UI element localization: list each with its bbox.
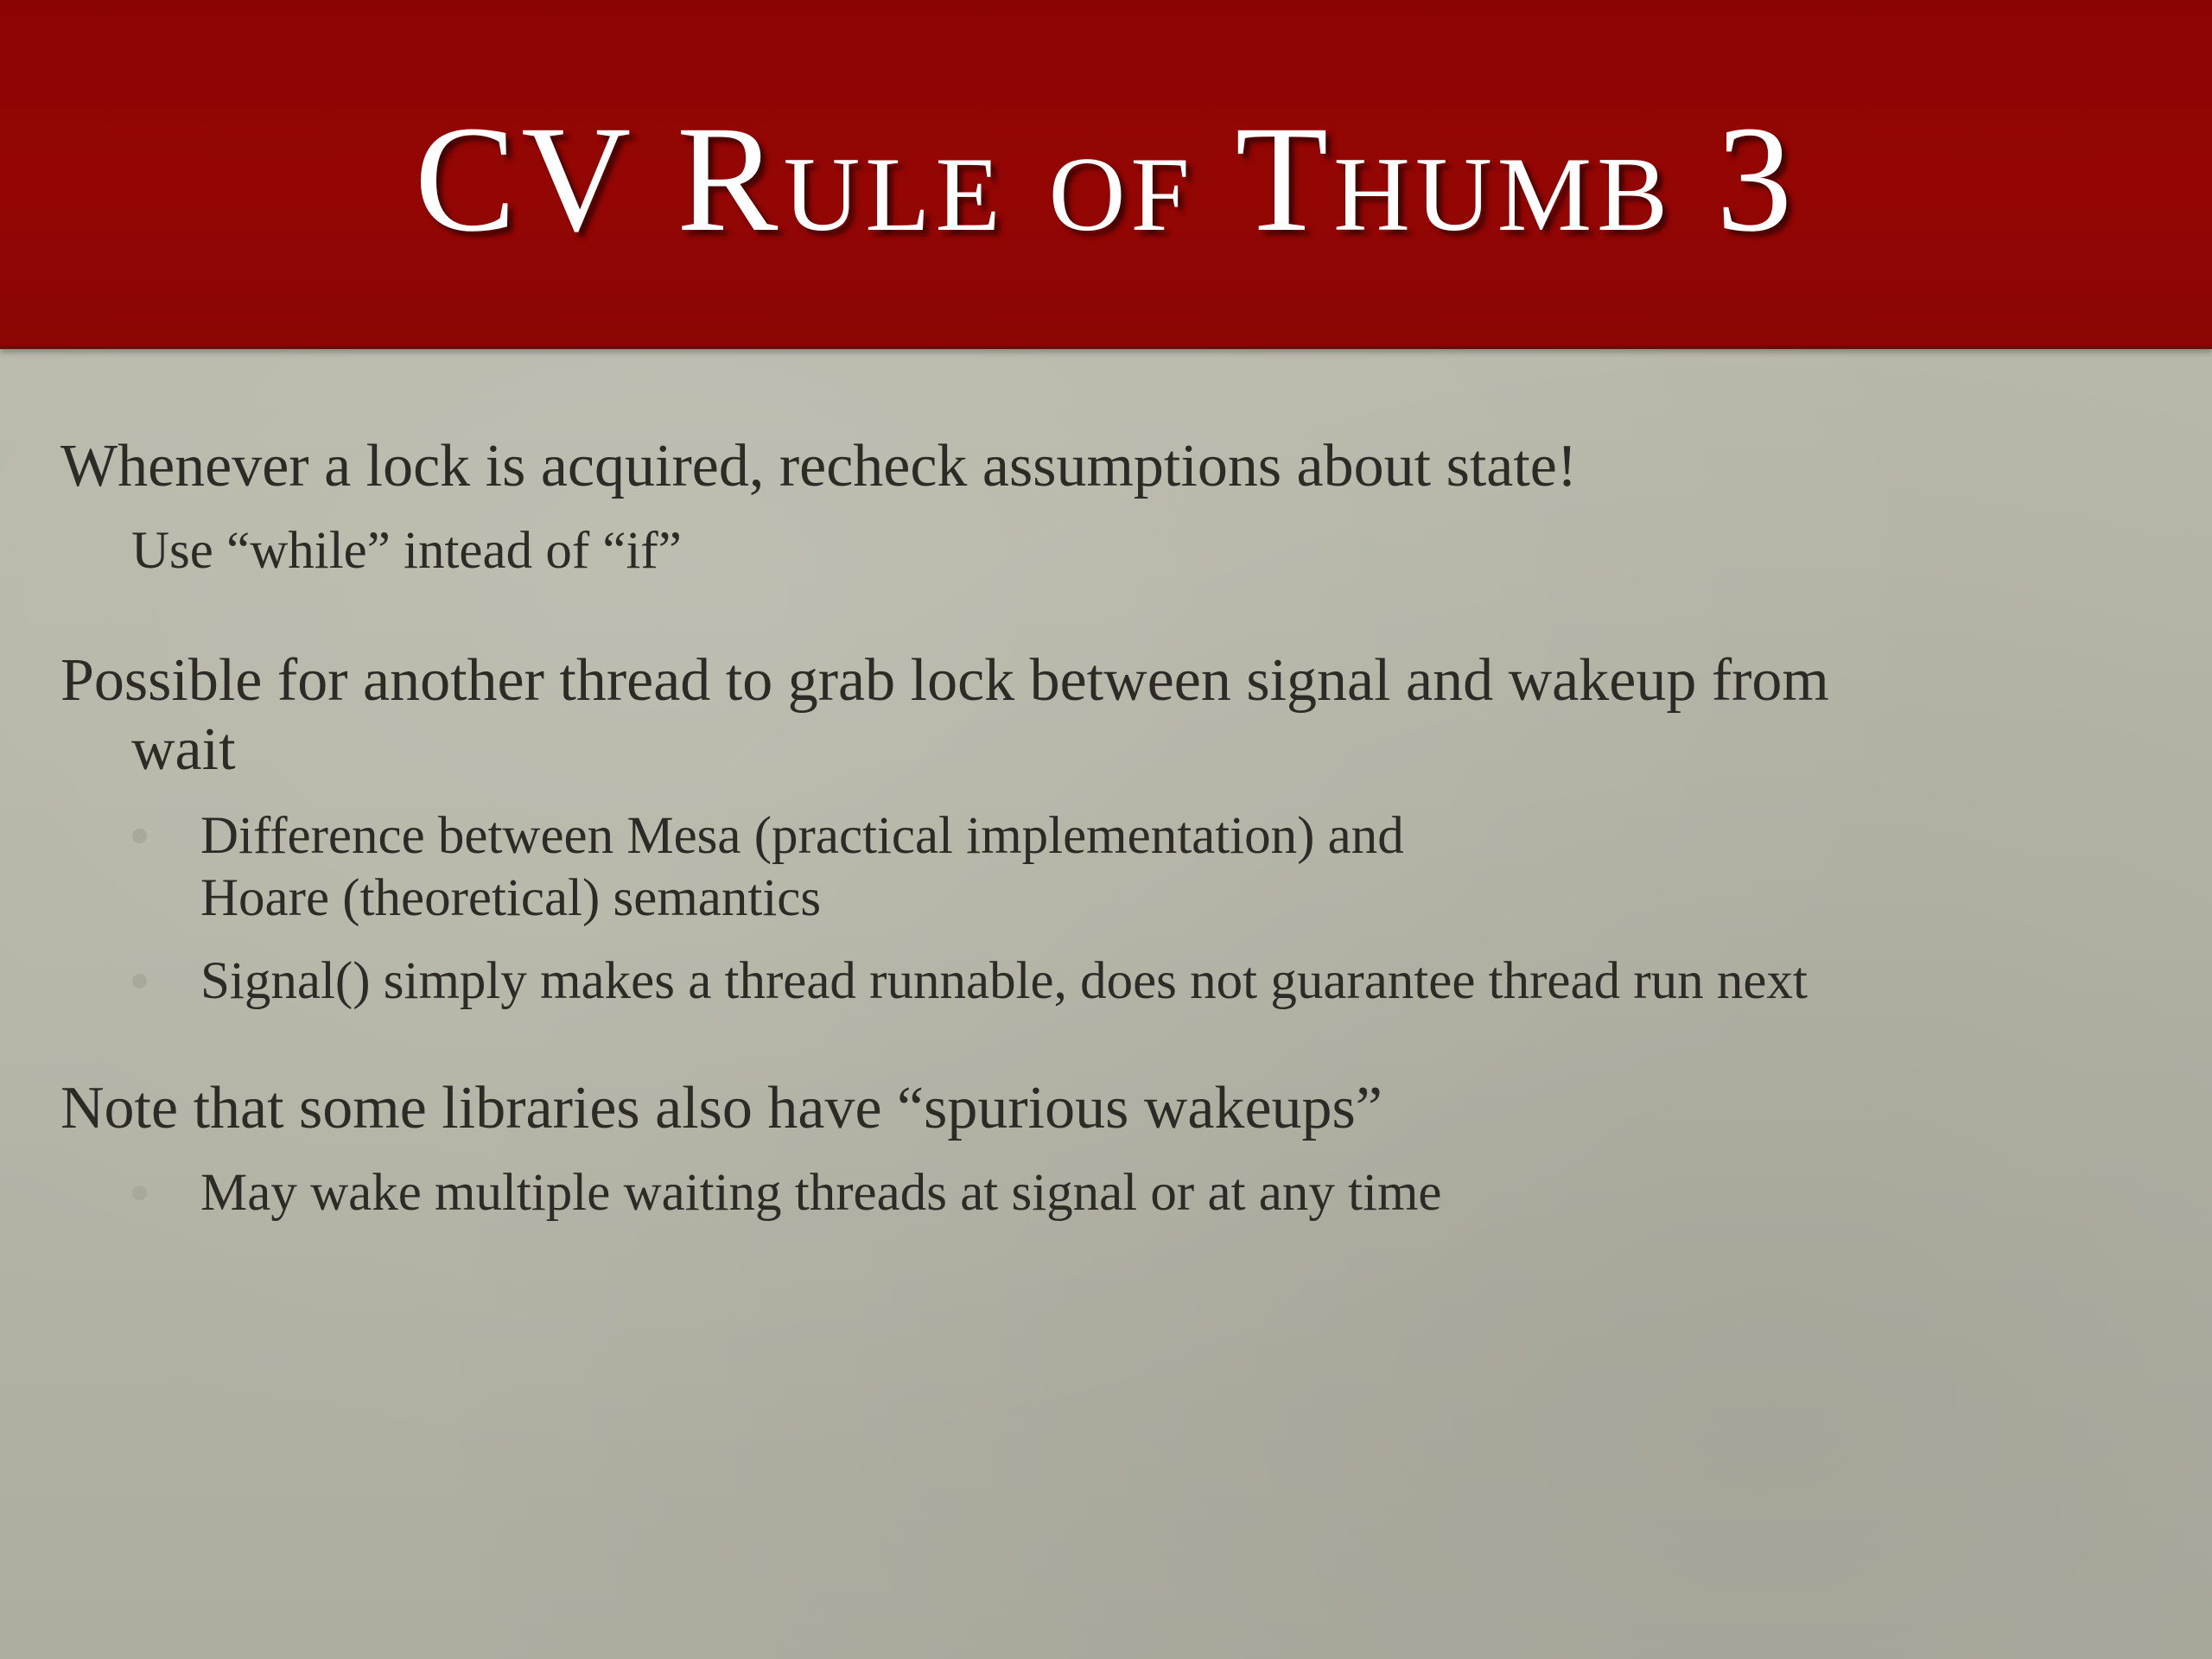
point-3-text: Note that some libraries also have “spurious wakeups” (60, 1075, 1382, 1141)
point-2-bullet-1-line1: Difference between Mesa (practical implementation) and (200, 807, 1404, 865)
point-2-bullet-1-line2: Hoare (theoretical) semantics (200, 869, 822, 927)
point-2-bullet-2-line1: Signal() simply makes a thread runnable, does not guarantee thread run next (200, 952, 1808, 1010)
point-2-text-line2: wait (131, 716, 236, 783)
bullet-dot-icon (132, 1185, 147, 1200)
slide-title: CV Rule of Thumb 3 (414, 95, 1798, 264)
bullet-dot-icon (132, 829, 147, 843)
point-3-bullet-1-line1: May wake multiple waiting threads at signal or at any time (200, 1164, 1442, 1222)
bullet-dot-icon (132, 974, 147, 988)
point-1-text: Whenever a lock is acquired, recheck assumptions about state! (60, 433, 1578, 499)
point-1-subtext: Use “while” intead of “if” (131, 522, 682, 580)
point-2-text-line1: Possible for another thread to grab lock between signal and wakeup from (60, 647, 1829, 714)
